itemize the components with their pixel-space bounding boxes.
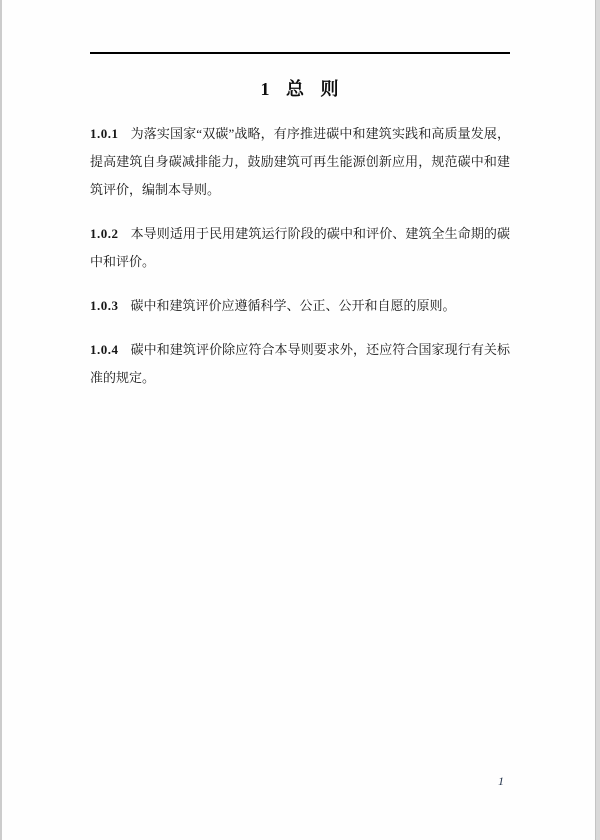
clause-text: 碳中和建筑评价应遵循科学、公正、公开和自愿的原则。 bbox=[130, 298, 456, 313]
clause-1-0-3 bbox=[90, 292, 510, 320]
clause-text: 碳中和建筑评价除应符合本导则要求外，还应符合国家现行有关标准的规定。 bbox=[90, 342, 510, 385]
clause-text: 为落实国家“双碳”战略，有序推进碳中和建筑实践和高质量发展，提高建筑自身碳减排能力，鼓励建筑可再生能源创新应用，规范碳中和建筑评价，编制本导则。 bbox=[90, 126, 510, 197]
clause-text: 本导则适用于民用建筑运行阶段的碳中和评价、建筑全生命期的碳中和评价。 bbox=[90, 226, 510, 269]
page-edge-right bbox=[595, 0, 600, 840]
page-content bbox=[90, 52, 510, 408]
clause-1-0-4 bbox=[90, 336, 510, 392]
clause-1-0-1 bbox=[90, 120, 510, 204]
page-edge-left bbox=[0, 0, 2, 840]
page-number: 1 bbox=[498, 774, 504, 788]
chapter-title: 1 总 则 bbox=[260, 79, 340, 99]
clause-number: 1.0.2 bbox=[90, 226, 119, 241]
clause-number: 1.0.1 bbox=[90, 126, 119, 141]
header-rule bbox=[90, 52, 510, 54]
clause-1-0-2 bbox=[90, 220, 510, 276]
clause-number: 1.0.4 bbox=[90, 342, 119, 357]
clause-number: 1.0.3 bbox=[90, 298, 119, 313]
